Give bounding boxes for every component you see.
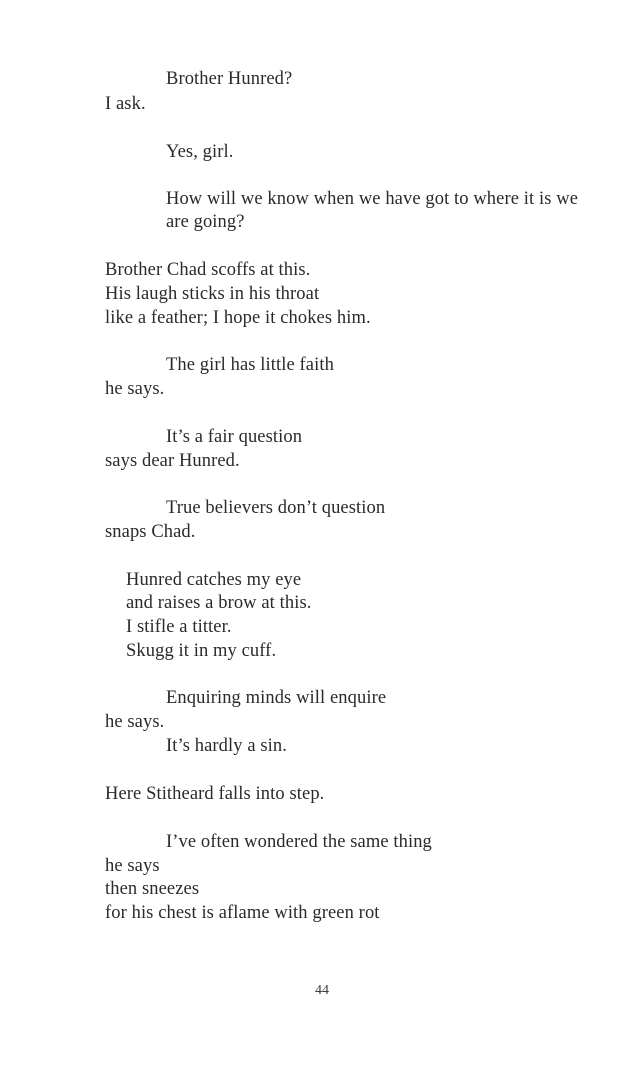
- poem-line: Brother Chad scoffs at this.: [105, 260, 311, 280]
- poem-line: he says.: [105, 379, 165, 399]
- poem-line: Brother Hunred?: [166, 69, 293, 89]
- poem-line: Here Stitheard falls into step.: [105, 784, 325, 804]
- poem-line: The girl has little faith: [166, 355, 334, 375]
- poem-line: His laugh sticks in his throat: [105, 284, 320, 304]
- page-number: 44: [315, 983, 329, 998]
- poem-line: It’s hardly a sin.: [166, 736, 288, 756]
- poem-line: like a feather; I hope it chokes him.: [105, 308, 371, 328]
- poem-line: then sneezes: [105, 879, 200, 899]
- poem-line: How will we know when we have got to where it is we: [166, 189, 579, 209]
- poem-line: It’s a fair question: [166, 427, 303, 447]
- poem-line: says dear Hunred.: [105, 451, 240, 471]
- poem-line: snaps Chad.: [105, 522, 196, 542]
- poem-line: True believers don’t question: [166, 498, 386, 518]
- poem-line: for his chest is aflame with green rot: [105, 903, 380, 923]
- poem-line: Enquiring minds will enquire: [166, 688, 387, 708]
- poem-line: I’ve often wondered the same thing: [166, 832, 432, 852]
- poem-line: he says: [105, 856, 160, 876]
- poem-line: Yes, girl.: [166, 142, 234, 162]
- poem-line: Skugg it in my cuff.: [126, 641, 277, 661]
- poem-line: I stifle a titter.: [126, 617, 232, 637]
- poem-line: I ask.: [105, 94, 146, 114]
- poem-line: he says.: [105, 712, 165, 732]
- poem-line: are going?: [166, 212, 245, 232]
- poem-line: and raises a brow at this.: [126, 593, 312, 613]
- poem-line: Hunred catches my eye: [126, 570, 302, 590]
